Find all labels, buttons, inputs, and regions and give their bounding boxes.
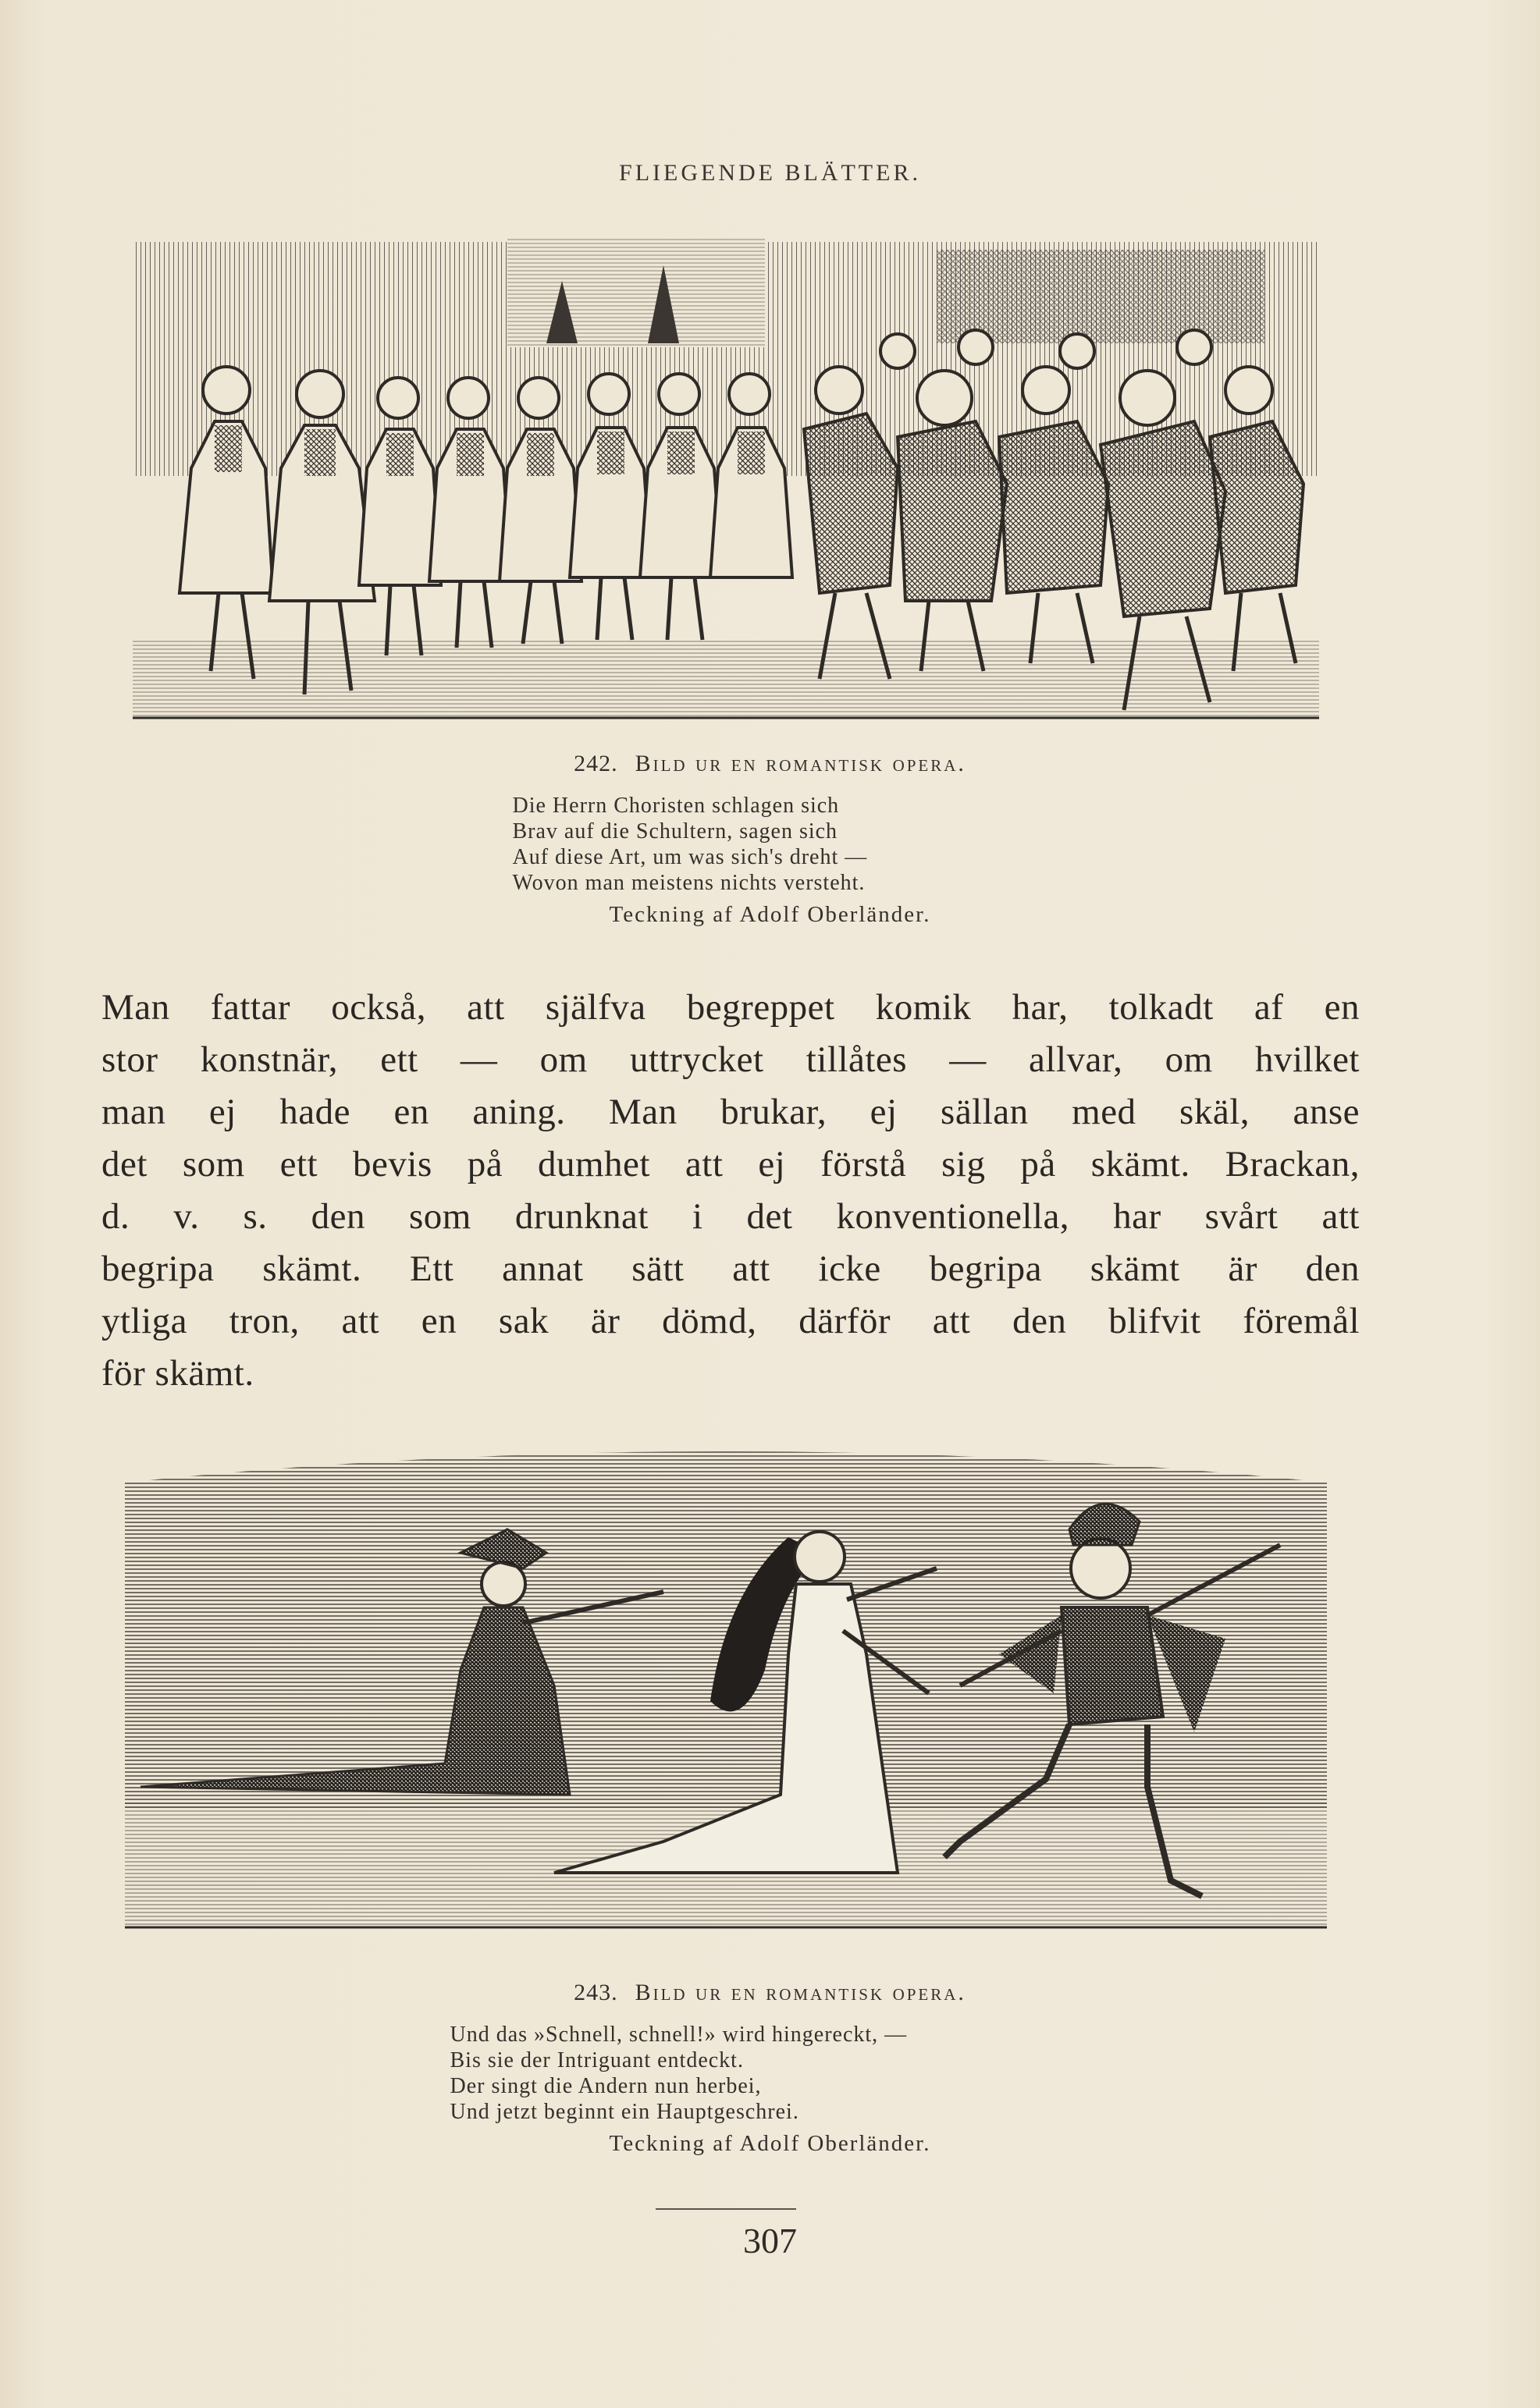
verse-line: Auf diese Art, um was sich's dreht — <box>512 844 868 869</box>
paragraph-line: man ej hade en aning. Man brukar, ej sällan med skäl, anse <box>101 1092 1360 1132</box>
figure-242-number: 242. <box>574 751 618 776</box>
body-paragraph <box>101 982 1360 1400</box>
paragraph-line: Man fattar också, att själfva begreppet komik har, tolkadt af en <box>101 987 1360 1028</box>
verse-line: Brav auf die Schultern, sagen sich <box>512 819 838 844</box>
chorus-engraving <box>117 234 1335 726</box>
dance-engraving <box>117 1436 1335 1935</box>
page-number: 307 <box>743 2221 797 2261</box>
figure-243-title-line <box>0 1978 1540 2008</box>
figure-242-verse <box>513 793 1028 896</box>
verse-line: Die Herrn Choristen schlagen sich <box>512 793 840 818</box>
illustration-chorus <box>117 234 1335 726</box>
paragraph-line: ytliga tron, att en sak är dömd, därför att den blifvit föremål <box>101 1301 1360 1341</box>
paragraph-line: d. v. s. den som drunknat i det konventionella, har svårt att <box>101 1196 1360 1237</box>
paragraph-line: för skämt. <box>101 1353 254 1394</box>
footer-rule <box>656 2208 796 2210</box>
paragraph-line: det som ett bevis på dumhet att ej förstå sig på skämt. Brackan, <box>101 1144 1360 1184</box>
running-header: FLIEGENDE BLÄTTER. <box>619 160 921 186</box>
illustration-dance <box>117 1436 1335 1935</box>
verse-line: Wovon man meistens nichts versteht. <box>512 870 866 895</box>
verse-line: Der singt die Andern nun herbei, <box>450 2073 762 2098</box>
paragraph-line: stor konstnär, ett — om uttrycket tillåtes — allvar, om hvilket <box>101 1039 1360 1080</box>
figure-243-title: Bild ur en romantisk opera. <box>635 1980 966 2005</box>
figure-243-number: 243. <box>574 1980 618 2005</box>
figure-243-caption <box>0 1978 1540 2158</box>
verse-line: Und das »Schnell, schnell!» wird hingereckt, — <box>450 2022 908 2047</box>
figure-242-title-line <box>0 749 1540 779</box>
figure-243-credit: Teckning af Adolf Oberländer. <box>609 2130 931 2156</box>
verse-line: Und jetzt beginnt ein Hauptgeschrei. <box>450 2099 799 2124</box>
figure-242-title: Bild ur en romantisk opera. <box>635 751 966 776</box>
figure-243-verse <box>450 2022 1090 2125</box>
figure-242-credit: Teckning af Adolf Oberländer. <box>609 901 931 927</box>
paragraph-line: begripa skämt. Ett annat sätt att icke begripa skämt är den <box>101 1248 1360 1289</box>
verse-line: Bis sie der Intriguant entdeckt. <box>450 2048 744 2072</box>
figure-242-caption <box>0 749 1540 929</box>
